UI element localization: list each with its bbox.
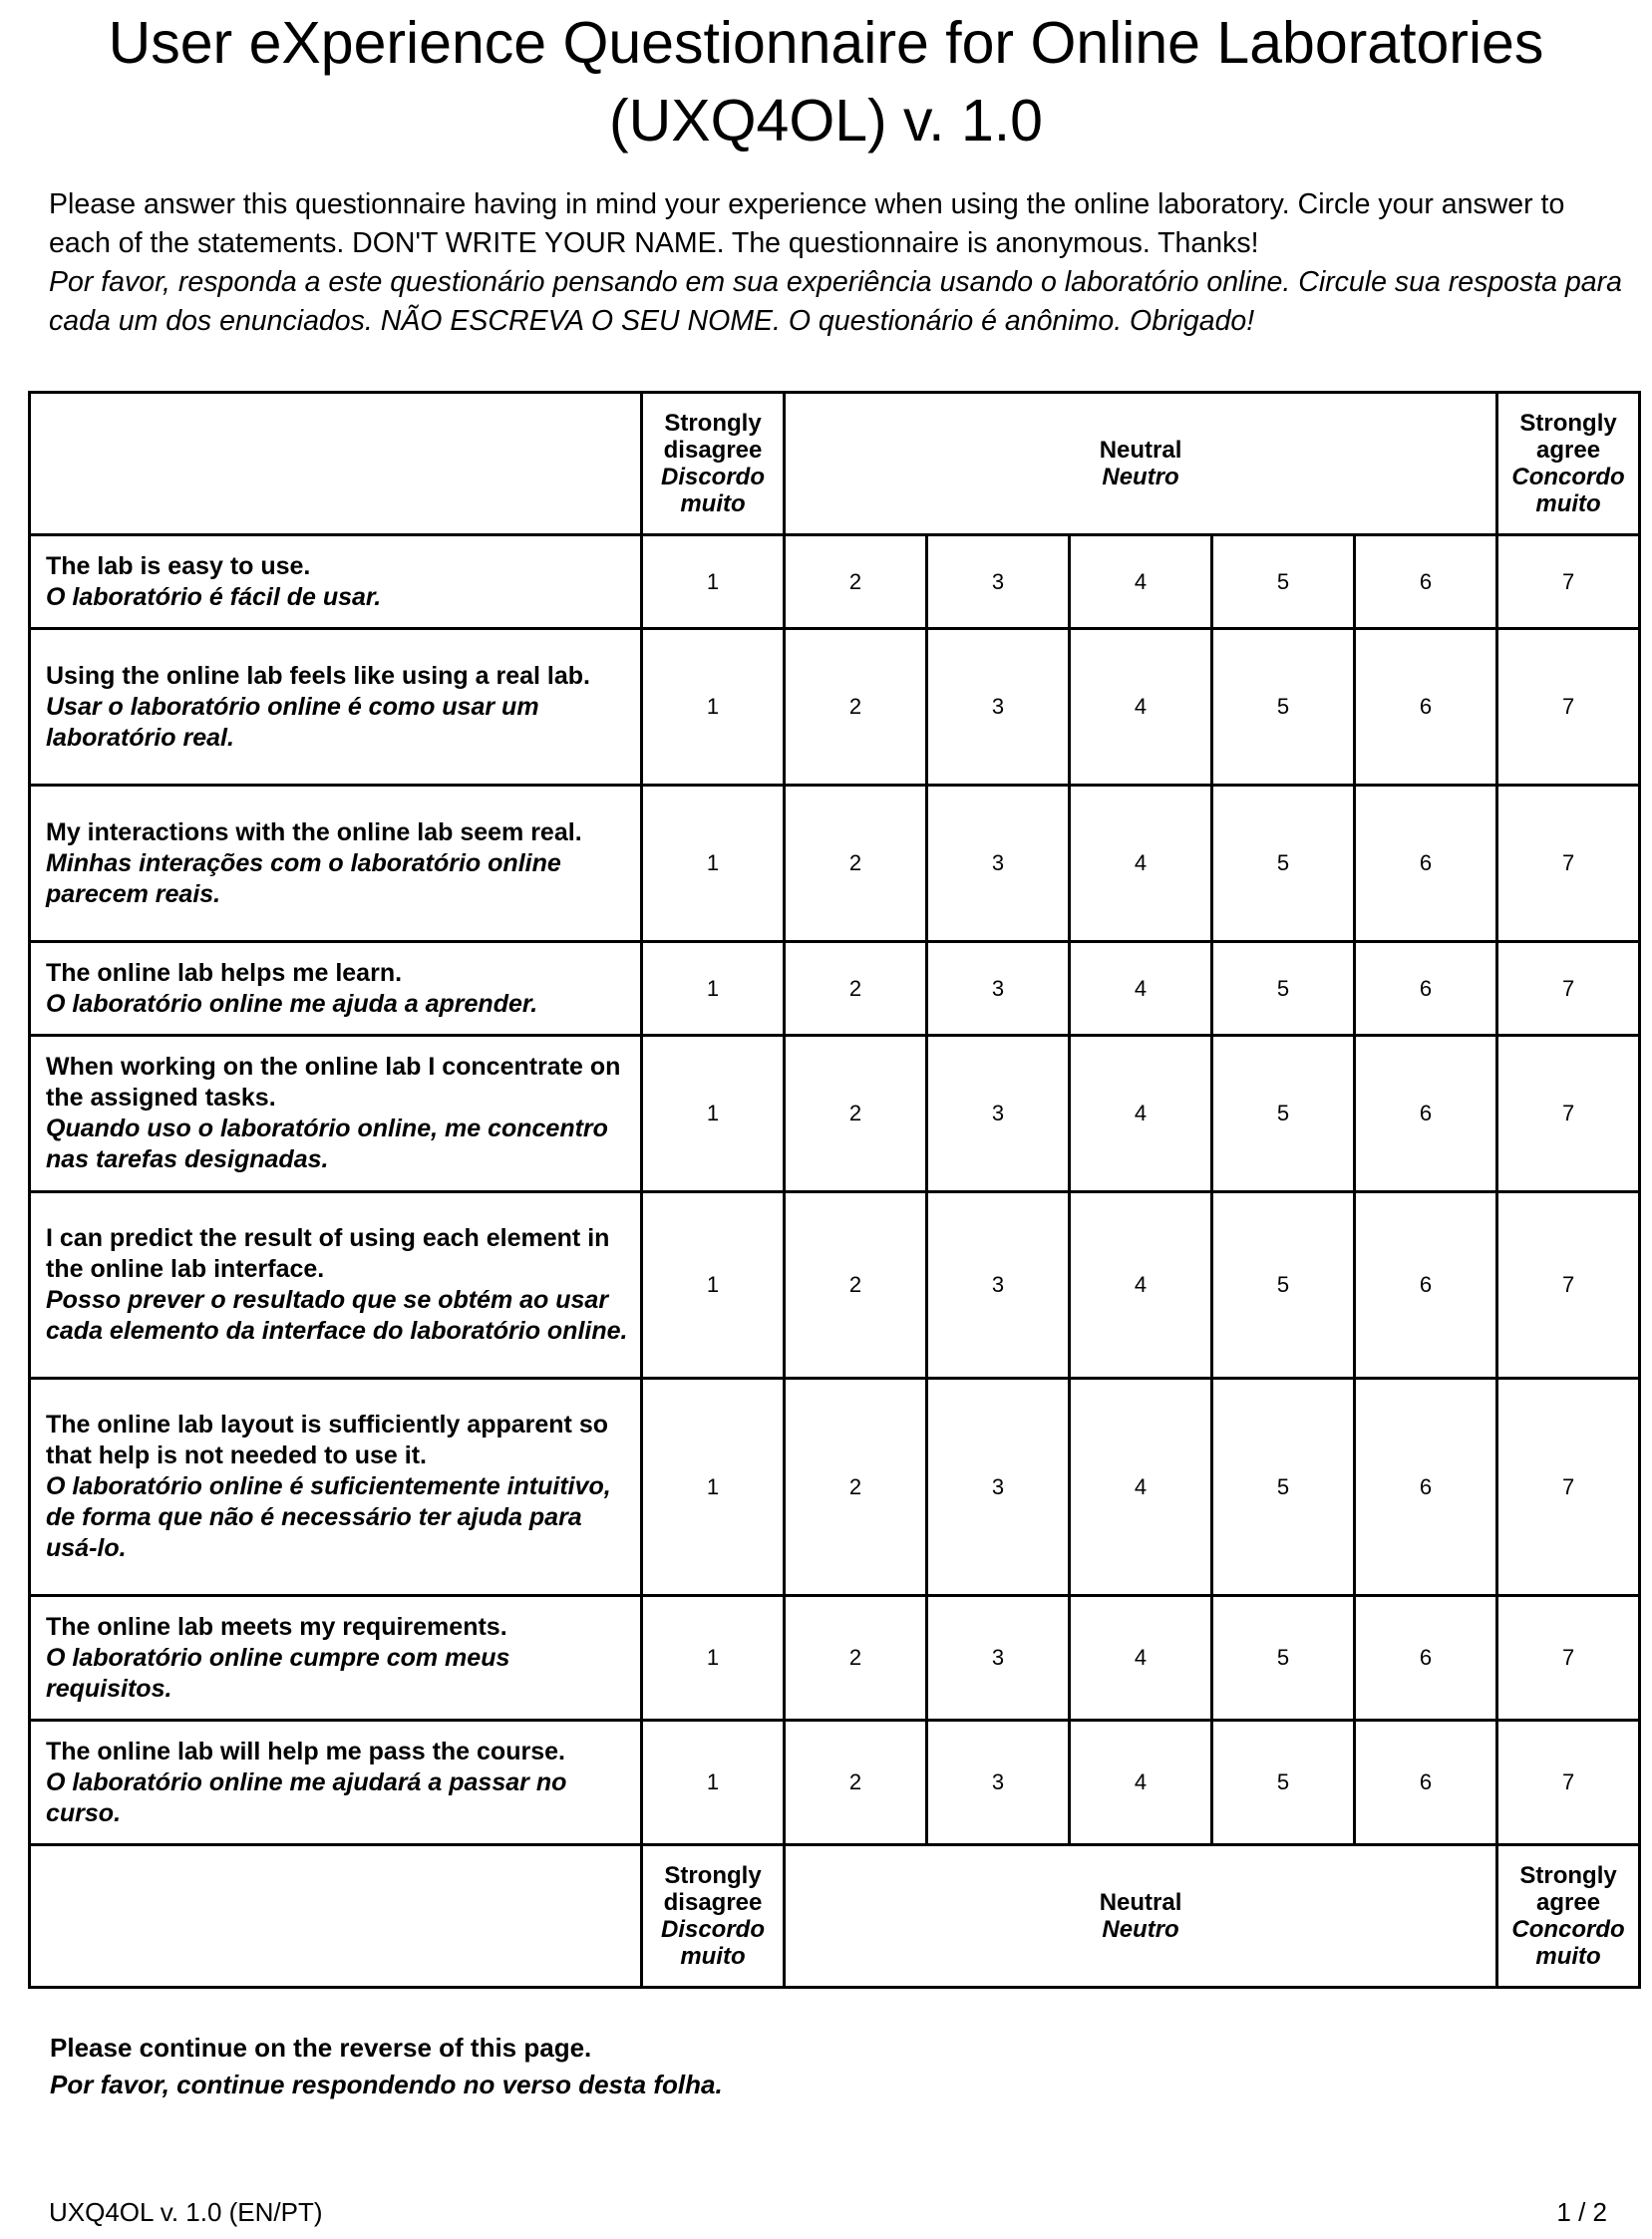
statement-pt: O laboratório é fácil de usar. [46,582,382,611]
statement-pt: O laboratório online é suficientemente intuitivo, de forma que não é necessário ter ajuda para usá-lo. [46,1472,611,1562]
rating-option-5[interactable]: 5 [1212,1192,1355,1379]
header-blank-cell [30,393,642,535]
rating-option-5[interactable]: 5 [1212,786,1355,942]
rating-option-2[interactable]: 2 [785,942,927,1036]
rating-option-1[interactable]: 1 [642,1379,785,1596]
statement-en: My interactions with the online lab seem real. [46,817,582,846]
rating-option-7[interactable]: 7 [1497,535,1640,629]
rating-option-2[interactable]: 2 [785,1721,927,1845]
title-line-1: User eXperience Questionnaire for Online Laboratories [108,10,1544,76]
statement-cell [30,629,642,786]
rating-option-7[interactable]: 7 [1497,1036,1640,1192]
rating-option-3[interactable]: 3 [927,786,1070,942]
footer-blank-cell [30,1845,642,1988]
rating-option-5[interactable]: 5 [1212,629,1355,786]
rating-option-5[interactable]: 5 [1212,942,1355,1036]
rating-option-2[interactable]: 2 [785,1192,927,1379]
scale-right-anchor [1497,393,1640,535]
statement-cell [30,1036,642,1192]
statement-en: The online lab helps me learn. [46,958,403,987]
scale-left-pt: Discordo muito [660,464,765,517]
rating-option-1[interactable]: 1 [642,1596,785,1721]
title-line-2: (UXQ4OL) v. 1.0 [609,88,1043,154]
rating-option-3[interactable]: 3 [927,1596,1070,1721]
statement-cell [30,786,642,942]
statement-cell [30,1379,642,1596]
statement-row [30,535,1640,629]
scale-right-en: Strongly agree [1519,410,1617,464]
statement-pt: O laboratório online me ajuda a aprender. [46,989,538,1018]
rating-option-4[interactable]: 4 [1070,629,1212,786]
rating-option-3[interactable]: 3 [927,1379,1070,1596]
statement-en: I can predict the result of using each element in the online lab interface. [46,1224,610,1283]
rating-option-3[interactable]: 3 [927,1036,1070,1192]
statement-pt: Posso prever o resultado que se obtém ao usar cada elemento da interface do laboratório online. [46,1286,628,1345]
rating-option-2[interactable]: 2 [785,535,927,629]
statement-pt: O laboratório online cumpre com meus requisitos. [46,1643,510,1703]
rating-option-1[interactable]: 1 [642,786,785,942]
rating-option-2[interactable]: 2 [785,1596,927,1721]
statement-row [30,942,1640,1036]
scale-right-pt: Concordo muito [1511,1916,1625,1970]
scale-middle-pt: Neutro [1102,1916,1179,1943]
rating-option-5[interactable]: 5 [1212,1379,1355,1596]
statement-row [30,1036,1640,1192]
rating-option-1[interactable]: 1 [642,629,785,786]
scale-middle-en: Neutral [1099,1889,1182,1916]
rating-option-7[interactable]: 7 [1497,629,1640,786]
rating-option-2[interactable]: 2 [785,786,927,942]
statement-pt: Minhas interações com o laboratório online parecem reais. [46,848,561,908]
rating-option-4[interactable]: 4 [1070,1379,1212,1596]
rating-option-4[interactable]: 4 [1070,1192,1212,1379]
rating-option-7[interactable]: 7 [1497,1379,1640,1596]
rating-option-7[interactable]: 7 [1497,1192,1640,1379]
instructions [49,185,1624,341]
scale-left-en: Strongly disagree [663,410,763,464]
rating-option-6[interactable]: 6 [1355,942,1497,1036]
rating-option-1[interactable]: 1 [642,535,785,629]
rating-option-3[interactable]: 3 [927,1192,1070,1379]
rating-option-6[interactable]: 6 [1355,629,1497,786]
statement-cell [30,1721,642,1845]
statement-en: When working on the online lab I concentrate on the assigned tasks. [46,1053,621,1112]
scale-middle-anchor [785,393,1497,535]
statement-cell [30,1596,642,1721]
statement-en: Using the online lab feels like using a real lab. [46,661,590,690]
rating-option-5[interactable]: 5 [1212,535,1355,629]
scale-header-row [30,393,1640,535]
statement-row [30,1192,1640,1379]
rating-option-1[interactable]: 1 [642,1036,785,1192]
rating-option-6[interactable]: 6 [1355,1596,1497,1721]
statement-row [30,629,1640,786]
scale-middle-anchor-bottom [785,1845,1497,1988]
rating-option-6[interactable]: 6 [1355,786,1497,942]
rating-option-4[interactable]: 4 [1070,535,1212,629]
instructions-en: Please answer this questionnaire having in mind your experience when using the online laboratory. Circle your answer to each of the statements. DON'T WRITE YOUR NAME. The questionnaire is anonymous. Thanks! [49,188,1565,259]
statement-cell [30,1192,642,1379]
statement-row [30,1379,1640,1596]
scale-right-pt: Concordo muito [1511,464,1625,517]
rating-option-6[interactable]: 6 [1355,1721,1497,1845]
statement-en: The online lab meets my requirements. [46,1612,507,1641]
scale-left-pt: Discordo muito [660,1916,765,1970]
scale-middle-pt: Neutro [1102,464,1179,490]
rating-option-3[interactable]: 3 [927,629,1070,786]
statement-cell [30,942,642,1036]
statement-row [30,1596,1640,1721]
rating-option-4[interactable]: 4 [1070,1596,1212,1721]
rating-option-3[interactable]: 3 [927,535,1070,629]
statement-cell [30,535,642,629]
page-title [0,4,1652,160]
statement-en: The lab is easy to use. [46,551,311,580]
rating-option-4[interactable]: 4 [1070,1036,1212,1192]
rating-option-6[interactable]: 6 [1355,1192,1497,1379]
rating-option-2[interactable]: 2 [785,629,927,786]
scale-footer-row [30,1845,1640,1988]
statement-row [30,1721,1640,1845]
continue-note-en: Please continue on the reverse of this page. [50,2033,592,2063]
rating-option-7[interactable]: 7 [1497,942,1640,1036]
rating-option-2[interactable]: 2 [785,1036,927,1192]
rating-option-3[interactable]: 3 [927,1721,1070,1845]
rating-option-7[interactable]: 7 [1497,786,1640,942]
scale-left-anchor-bottom [642,1845,785,1988]
footer-page-number: 1 / 2 [1556,2197,1607,2227]
questionnaire-table [28,391,1641,1989]
statement-pt: Quando uso o laboratório online, me concentro nas tarefas designadas. [46,1115,608,1173]
rating-option-7[interactable]: 7 [1497,1596,1640,1721]
rating-option-2[interactable]: 2 [785,1379,927,1596]
rating-option-4[interactable]: 4 [1070,1721,1212,1845]
rating-option-7[interactable]: 7 [1497,1721,1640,1845]
scale-right-anchor-bottom [1497,1845,1640,1988]
scale-left-en: Strongly disagree [663,1862,763,1916]
statement-en: The online lab will help me pass the course. [46,1737,565,1765]
scale-middle-en: Neutral [1099,437,1182,464]
scale-left-anchor [642,393,785,535]
rating-option-6[interactable]: 6 [1355,1036,1497,1192]
scale-right-en: Strongly agree [1519,1862,1617,1916]
rating-option-4[interactable]: 4 [1070,942,1212,1036]
rating-option-3[interactable]: 3 [927,942,1070,1036]
statement-en: The online lab layout is sufficiently apparent so that help is not needed to use it. [46,1411,608,1469]
continue-note [50,2030,723,2103]
continue-note-pt: Por favor, continue respondendo no verso desta folha. [50,2070,723,2099]
rating-option-5[interactable]: 5 [1212,1036,1355,1192]
rating-option-1[interactable]: 1 [642,1192,785,1379]
rating-option-5[interactable]: 5 [1212,1721,1355,1845]
statement-row [30,786,1640,942]
statement-pt: O laboratório online me ajudará a passar no curso. [46,1767,567,1827]
instructions-pt: Por favor, responda a este questionário pensando em sua experiência usando o laboratório online. Circule sua resposta para cada um dos enunciados. NÃO ESCREVA O SEU NOME. O questionário é anônimo. Obrigado! [49,266,1622,337]
rating-option-1[interactable]: 1 [642,942,785,1036]
statement-pt: Usar o laboratório online é como usar um laboratório real. [46,692,539,752]
rating-option-4[interactable]: 4 [1070,786,1212,942]
rating-option-6[interactable]: 6 [1355,1379,1497,1596]
footer-version: UXQ4OL v. 1.0 (EN/PT) [49,2197,323,2227]
rating-option-5[interactable]: 5 [1212,1596,1355,1721]
rating-option-1[interactable]: 1 [642,1721,785,1845]
rating-option-6[interactable]: 6 [1355,535,1497,629]
